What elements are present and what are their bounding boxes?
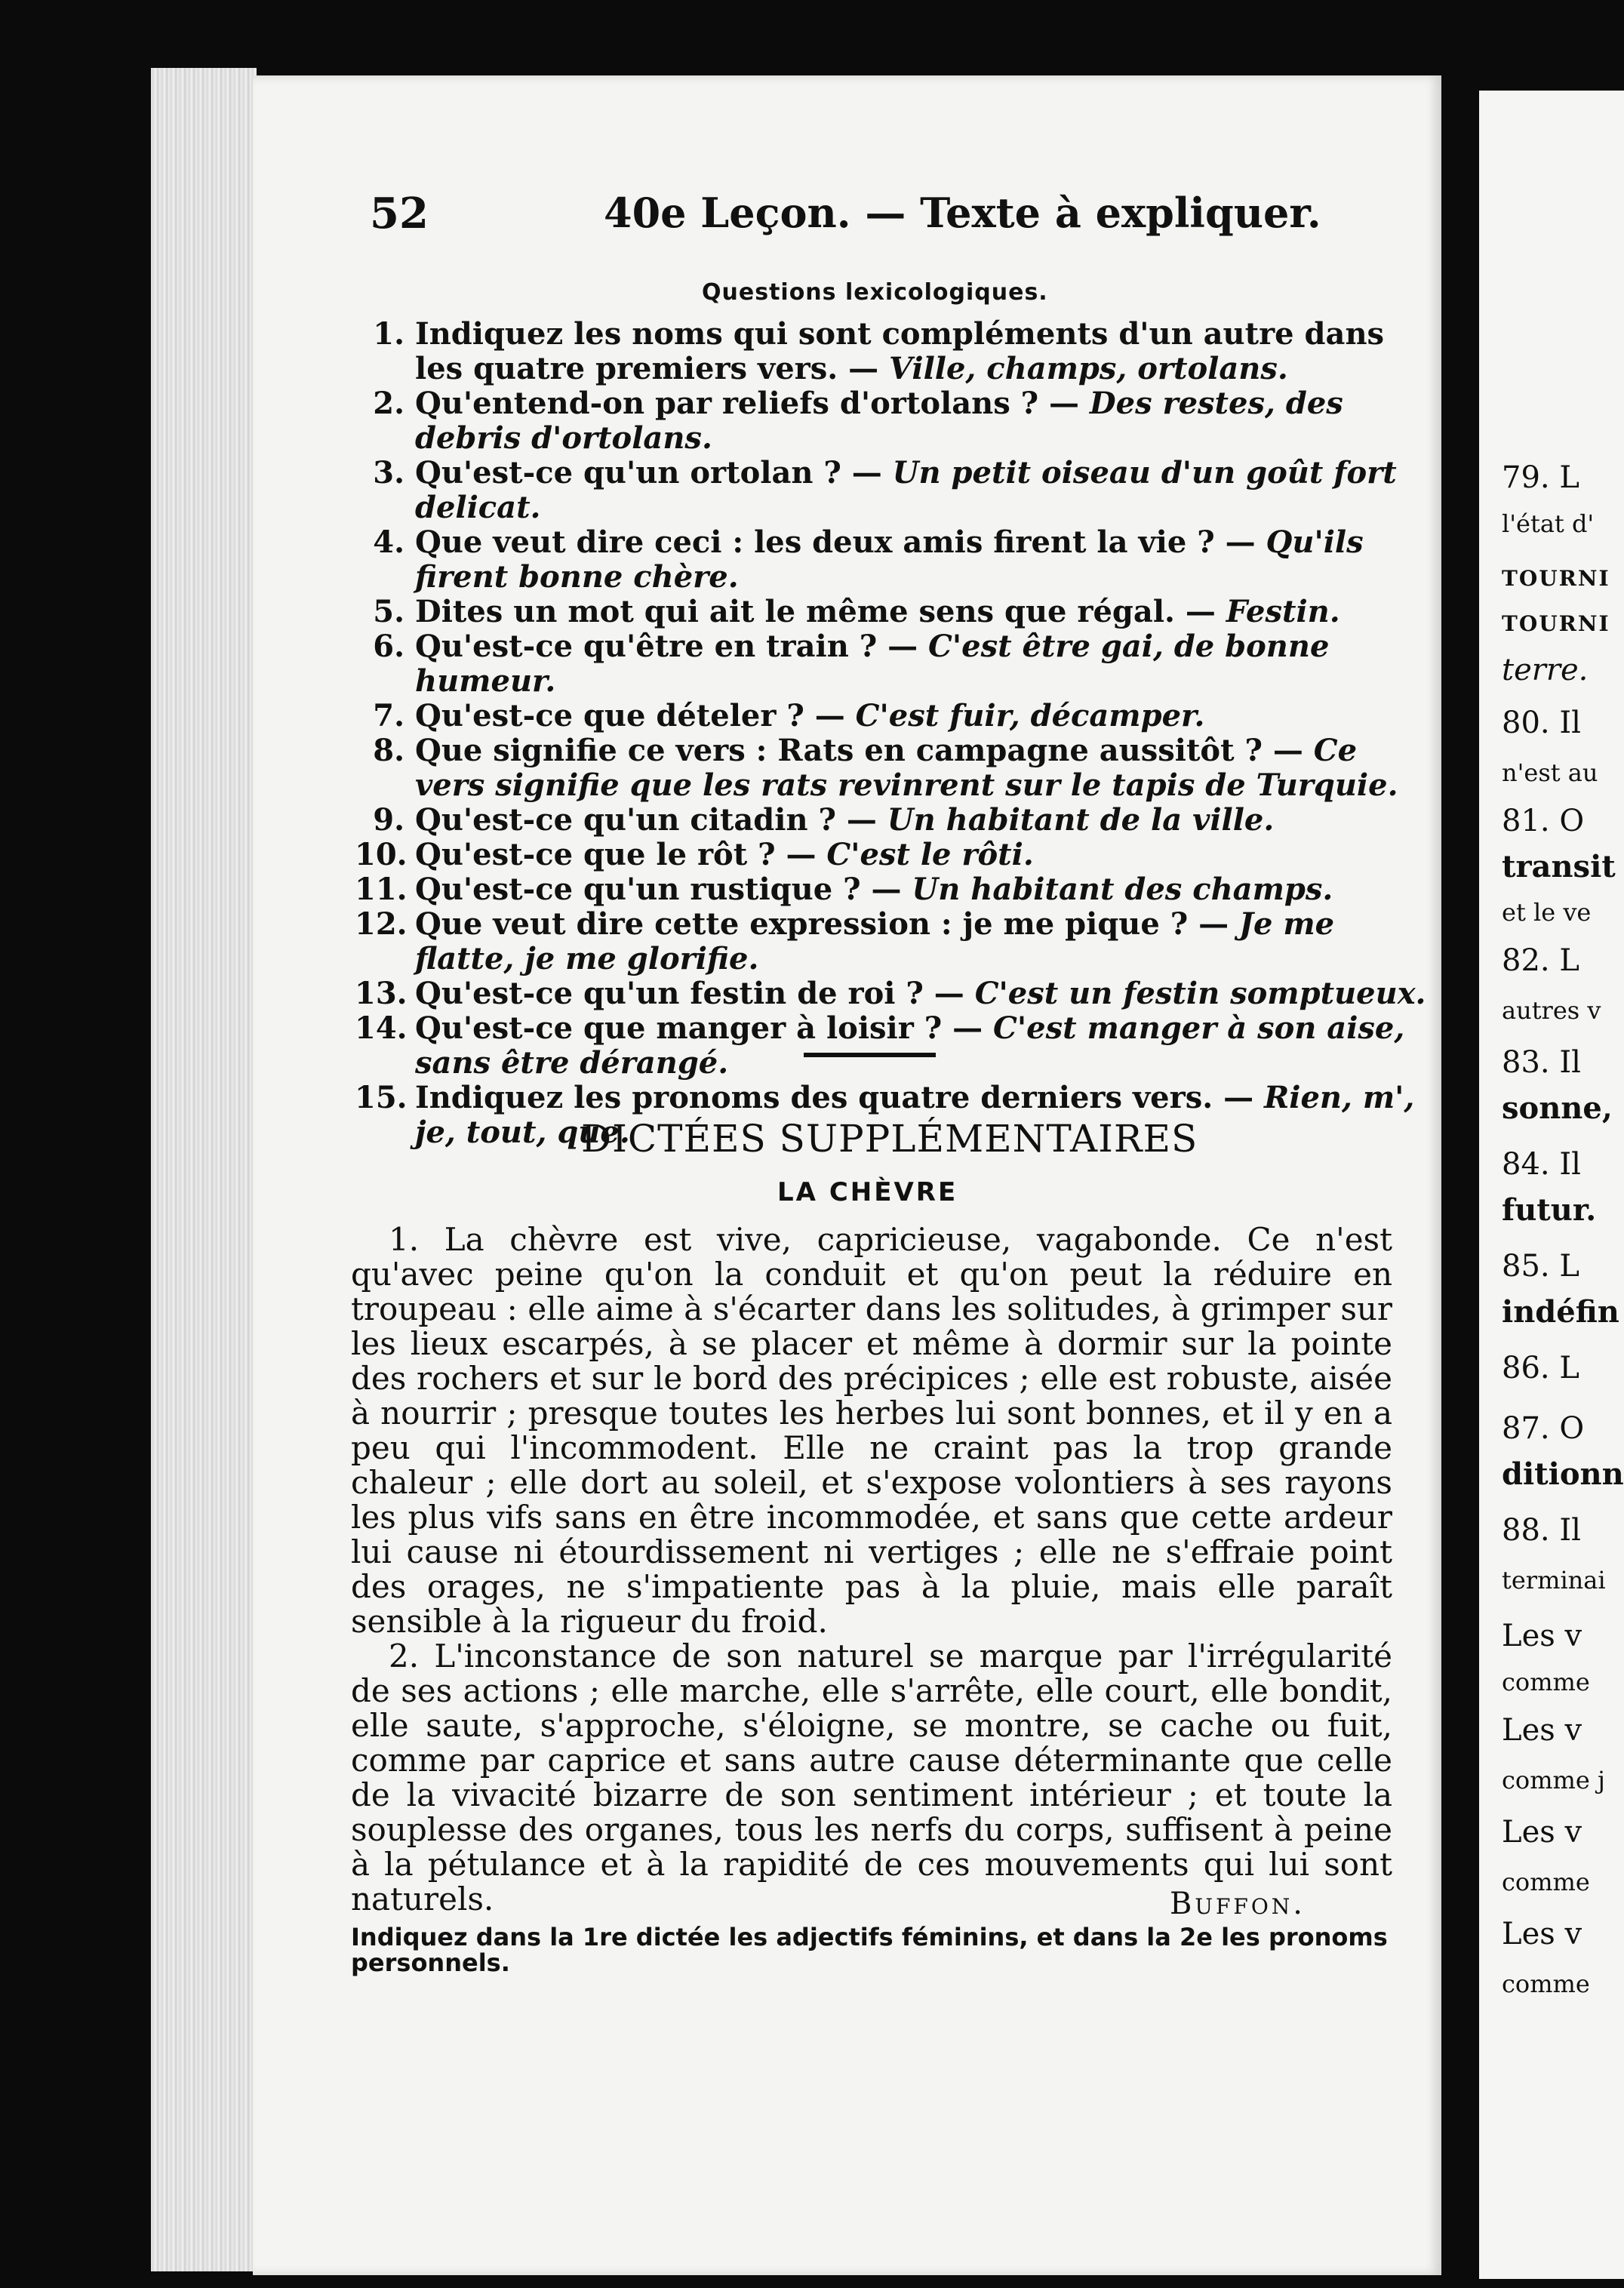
question-number: 3.: [373, 455, 404, 491]
right-page-line: Les v: [1502, 1917, 1582, 1951]
right-page-line: ditionn: [1502, 1456, 1624, 1492]
right-page-line: 82. L: [1502, 943, 1579, 978]
question-answer: Un petit oiseau d'un goût fort delicat.: [415, 455, 1397, 525]
right-page-line: Les v: [1502, 1815, 1582, 1850]
question-text: Qu'est-ce que manger à loisir ? —: [415, 1010, 983, 1046]
question-answer: C'est un festin somptueux.: [964, 976, 1426, 1011]
question-text: Qu'est-ce que le rôt ? —: [415, 837, 817, 872]
list-item: [355, 907, 1426, 976]
paragraph: 2. L'inconstance de son naturel se marque par l'irrégularité de ses actions ; elle marche, elle s'arrête, elle court, elle bondit, elle saute, s'approche, s'éloigne, se montre, se cache ou fuit, comme par caprice et sans autre cause déterminante que celle de la vivacité bizarre de son sentiment intérieur ; et toute la souplesse des organes, tous les nerfs du corps, suffisent à peine à la pétulance et à la rapidité de ces mouvements qui lui sont naturels.: [351, 1638, 1392, 1917]
question-number: 10.: [355, 837, 408, 872]
list-item: [355, 386, 1426, 456]
question-text: Que veut dire cette expression : je me pique ? —: [415, 906, 1229, 942]
right-page-line: comme: [1502, 1668, 1590, 1696]
question-text: Qu'est-ce qu'un citadin ? —: [415, 802, 877, 838]
question-text: Que veut dire ceci : les deux amis firent la vie ? —: [415, 524, 1256, 560]
question-answer: C'est manger à son aise, sans être dérangé.: [415, 1010, 1405, 1081]
dictees-title: DICTÉES SUPPLÉMENTAIRES: [581, 1117, 1198, 1161]
right-page-line: futur.: [1502, 1192, 1597, 1228]
question-number: 12.: [355, 906, 408, 942]
question-answer: Un habitant des champs.: [901, 872, 1333, 907]
question-text: Que signifie ce vers : Rats en campagne aussitôt ? —: [415, 733, 1303, 768]
question-text: Qu'est-ce que dételer ? —: [415, 698, 845, 733]
question-list: [355, 317, 1426, 1150]
right-page-line: TOURNI: [1502, 566, 1610, 591]
question-number: 11.: [355, 872, 408, 907]
story-title: LA CHÈVRE: [777, 1177, 958, 1207]
question-number: 1.: [373, 316, 404, 352]
question-answer: Ville, champs, ortolans.: [878, 351, 1288, 386]
section-divider: [804, 1053, 936, 1057]
list-item: [355, 733, 1426, 803]
right-page-line: sonne,: [1502, 1090, 1613, 1126]
section-title: Questions lexicologiques.: [702, 279, 1048, 306]
page-header: [370, 189, 1411, 249]
question-number: 8.: [373, 733, 404, 768]
question-text: Qu'est-ce qu'un festin de roi ? —: [415, 976, 964, 1011]
list-item: [355, 803, 1426, 838]
list-item: [355, 976, 1426, 1011]
page-number: 52: [370, 189, 429, 238]
question-number: 2.: [373, 386, 404, 421]
right-page-line: transit: [1502, 849, 1616, 884]
right-page-line: TOURNI: [1502, 611, 1610, 636]
right-page-line: 87. O: [1502, 1411, 1585, 1446]
right-page-line: comme: [1502, 1868, 1590, 1896]
question-answer: Un habitant de la ville.: [876, 802, 1275, 838]
question-answer: C'est être gai, de bonne humeur.: [415, 629, 1330, 699]
paragraph: 1. La chèvre est vive, capricieuse, vagabonde. Ce n'est qu'avec peine qu'on la conduit et qu'on peut la réduire en troupeau : elle aime à s'écarter dans les solitudes, à grimper sur les lieux escarpés, à se placer et même à dormir sur la pointe des rochers et sur le bord des précipices ; elle est robuste, aisée à nourrir ; presque toutes les herbes lui sont bonnes, et il y en a peu qui l'incommodent. Elle ne craint pas la trop grande chaleur ; elle dort au soleil, et s'expose volontiers à ses rayons les plus vifs sans en être incommodée, et sans que cette ardeur lui cause ni étourdissement ni vertiges ; elle ne s'effraie point des orages, ne s'impatiente pas à la pluie, mais elle paraît sensible à la rigueur du froid.: [351, 1221, 1392, 1640]
question-text: Qu'entend-on par reliefs d'ortolans ? —: [415, 386, 1079, 421]
right-page-line: 79. L: [1502, 460, 1579, 495]
list-item: [355, 525, 1426, 595]
right-page: [1479, 91, 1624, 2279]
right-page-line: indéfin: [1502, 1294, 1619, 1330]
question-number: 5.: [373, 594, 404, 629]
right-page-line: comme j: [1502, 1766, 1605, 1794]
right-page-line: terminai: [1502, 1566, 1606, 1595]
right-page-line: 88. Il: [1502, 1513, 1581, 1548]
right-page-line: 81. O: [1502, 804, 1585, 838]
question-number: 13.: [355, 976, 408, 1011]
list-item: [355, 456, 1426, 525]
question-text: Qu'est-ce qu'être en train ? —: [415, 629, 918, 664]
right-page-line: Les v: [1502, 1713, 1582, 1748]
question-number: 9.: [373, 802, 404, 838]
question-text: Indiquez les pronoms des quatre derniers vers. —: [415, 1080, 1254, 1115]
right-page-line: 83. Il: [1502, 1045, 1581, 1080]
question-answer: C'est le rôti.: [816, 837, 1034, 872]
list-item: [355, 629, 1426, 699]
question-text: Qu'est-ce qu'un rustique ? —: [415, 872, 902, 907]
author-signature: Buffon.: [1170, 1887, 1306, 1921]
right-page-line: 80. Il: [1502, 706, 1581, 740]
right-page-line: 85. L: [1502, 1249, 1579, 1284]
right-page-line: 86. L: [1502, 1351, 1579, 1385]
right-page-line: autres v: [1502, 996, 1601, 1025]
question-number: 4.: [373, 524, 404, 560]
list-item: [355, 699, 1426, 733]
question-text: Indiquez les noms qui sont compléments d'un autre dans les quatre premiers vers. —: [415, 316, 1385, 386]
right-page-line: Les v: [1502, 1619, 1582, 1653]
list-item: [355, 872, 1426, 907]
list-item: [355, 1011, 1426, 1081]
right-page-line: et le ve: [1502, 898, 1592, 927]
right-page-line: comme: [1502, 1970, 1590, 1998]
question-text: Dites un mot qui ait le même sens que régal. —: [415, 594, 1216, 629]
question-answer: Qu'ils firent bonne chère.: [415, 524, 1364, 595]
question-answer: Festin.: [1215, 594, 1340, 629]
question-number: 14.: [355, 1010, 408, 1046]
dictation-text: [351, 1222, 1392, 1917]
list-item: [355, 838, 1426, 872]
question-text: Qu'est-ce qu'un ortolan ? —: [415, 455, 882, 491]
list-item: [355, 317, 1426, 386]
exercise-note: Indiquez dans la 1re dictée les adjectifs féminins, et dans la 2e les pronoms personnels.: [351, 1923, 1388, 1977]
page-edges: [151, 68, 257, 2271]
right-page-line: terre.: [1502, 653, 1589, 687]
running-title: 40e Leçon. — Texte à expliquer.: [604, 189, 1321, 237]
question-answer: Ce vers signifie que les rats revinrent sur le tapis de Turquie.: [415, 733, 1398, 803]
right-page-line: 84. Il: [1502, 1147, 1581, 1182]
question-answer: C'est fuir, décamper.: [844, 698, 1205, 733]
right-page-line: n'est au: [1502, 758, 1598, 787]
question-answer: Des restes, des debris d'ortolans.: [415, 386, 1343, 456]
question-answer: Je me flatte, je me glorifie.: [415, 906, 1335, 976]
list-item: [355, 595, 1426, 629]
question-answer: Rien, m', je, tout, que.: [415, 1080, 1415, 1150]
question-number: 6.: [373, 629, 404, 664]
right-page-line: l'état d': [1502, 509, 1595, 538]
question-number: 15.: [355, 1080, 408, 1115]
question-number: 7.: [373, 698, 404, 733]
